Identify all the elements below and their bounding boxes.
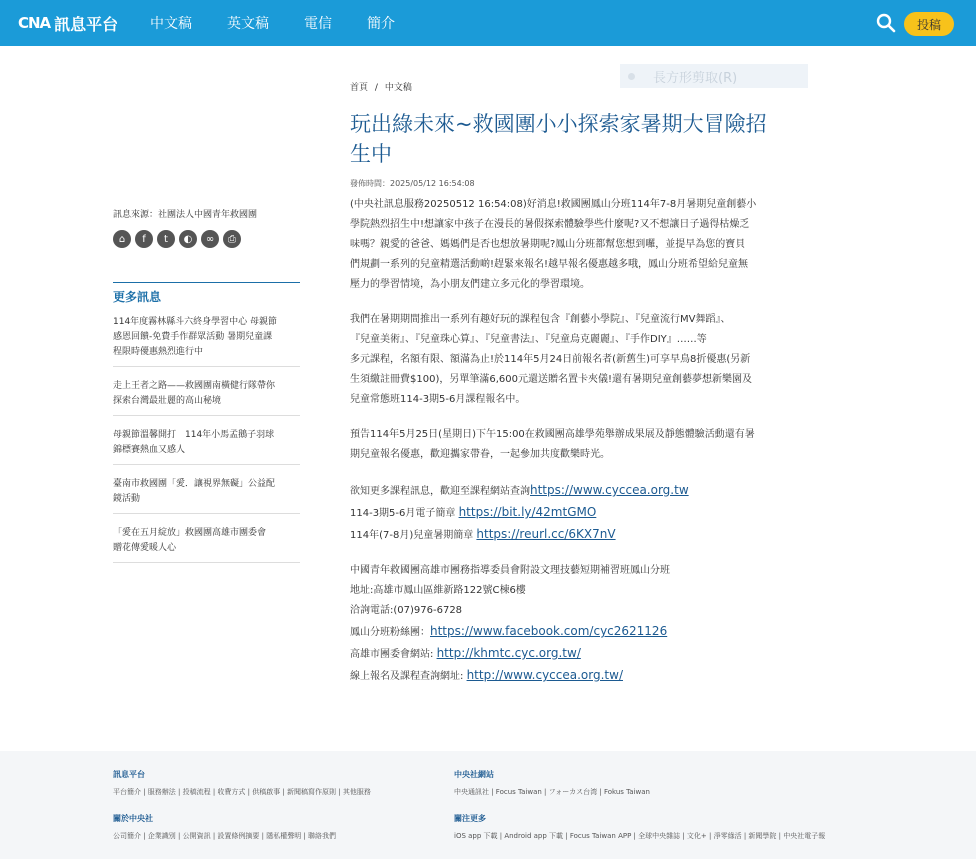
footer-heading: 關注更多	[454, 814, 486, 823]
breadcrumb-home[interactable]: 首頁	[350, 83, 369, 93]
footer-links[interactable]: 平台簡介 | 服務辦法 | 投稿流程 | 收費方式 | 供稿啟事 | 新聞稿寫作原則 | 其他服務	[113, 788, 371, 796]
footer-heading: 中央社網站	[454, 770, 494, 779]
paragraph-line	[350, 480, 812, 502]
paragraph-line: 期兒童報名優惠，歡迎攜家帶眷，一起參加共度歡樂時光。	[350, 449, 610, 460]
article-paragraph-2	[350, 310, 812, 410]
more-news-line: 錦標賽熱血又感人	[113, 445, 186, 455]
more-news-line: 探索台灣最壯麗的高山秘境	[113, 396, 222, 406]
article-title	[350, 109, 812, 169]
main-nav	[150, 0, 430, 46]
link-intro-text: 高雄市團委會網站:	[350, 649, 437, 660]
more-news-item[interactable]	[113, 312, 300, 367]
submit-button[interactable]: 投稿	[904, 12, 954, 36]
paragraph-line: 們規劃一系列的兒童精選活動啲!趕緊來報名!越早報名優惠越多哦，鳳山分班希望給兒童無	[350, 259, 749, 270]
nav-item-english[interactable]: 英文稿	[227, 16, 269, 32]
more-news-line: 鏡活動	[113, 494, 141, 504]
article-paragraph-links	[350, 480, 812, 546]
summer-brochure-link[interactable]: https://reurl.cc/6KX7nV	[476, 527, 616, 541]
more-news-line: 114年度霧林縣斗六終身學習中心 母親節	[113, 317, 278, 327]
more-news-line: 臺南市救國團「愛．讓視界無礙」公益配	[113, 479, 276, 489]
paragraph-line: 生須繳註冊費$100)，另單筆滿6,600元還送贈名置卡夾儀!還有暑期兒童創藝夢想新樂園及	[350, 374, 752, 385]
more-news-line: 「愛在五月綻放」救國團高雄市團委會	[113, 528, 267, 538]
footer	[0, 751, 976, 859]
link-intro-text: 線上報名及課程查詢網址:	[350, 671, 467, 682]
more-news-item[interactable]	[113, 376, 300, 416]
top-navigation-bar	[0, 0, 976, 46]
more-news-line: 感恩回饋-免費手作群眾活動 暑期兒童課	[113, 332, 273, 342]
share-icons	[113, 230, 300, 248]
article-contact	[350, 561, 812, 687]
print-icon[interactable]: ⎙	[223, 230, 241, 248]
paragraph-line: 味嗎？親愛的爸爸、媽媽們是否也想放暑期呢?鳳山分班都幫您想到囉，並提早為您的寶貝	[350, 239, 746, 250]
paragraph-line: 我們在暑期期間推出一系列有趣好玩的課程包含『創藝小學院』、『兒童流行MV舞蹈』、	[350, 314, 731, 325]
more-news-line: 走上王者之路——救國團南橫健行隊帶你	[113, 381, 276, 391]
address: 地址:高雄市鳳山區維新路122號C棟6樓	[350, 585, 526, 596]
more-news-line: 母親節溫馨開打 114年小馬孟鵝子羽球	[113, 430, 275, 440]
paragraph-line: 兒童常態班114-3期5-6月課程報名中。	[350, 394, 526, 405]
facebook-icon[interactable]: f	[135, 230, 153, 248]
home-icon[interactable]: ⌂	[113, 230, 131, 248]
nav-item-telecom[interactable]: 電信	[304, 16, 332, 32]
cna-logo-mark: CNA	[18, 14, 51, 32]
sidebar	[113, 207, 300, 572]
more-news-item[interactable]	[113, 474, 300, 514]
news-source: 訊息來源：社團法人中國青年救國團	[113, 210, 258, 220]
paragraph-line: 學院熱烈招生中!想讓家中孩子在漫長的暑假探索體驗學些什麼呢?又不想讓日子過得枯燥乏	[350, 219, 750, 230]
link-intro-text: 欲知更多課程訊息，歡迎至課程網站查詢	[350, 486, 530, 497]
organization-name: 中國青年救國團高雄市團務指導委員會附設文理技藝短期補習班鳳山分班	[350, 565, 670, 576]
nav-item-about[interactable]: 簡介	[367, 16, 395, 32]
article-title-line: 生中	[350, 142, 392, 166]
more-news-item[interactable]	[113, 425, 300, 465]
snip-overlay-label: 長方形剪取(R)	[653, 70, 738, 86]
site-logo[interactable]	[18, 11, 118, 35]
facebook-page-link[interactable]: https://www.facebook.com/cyc2621126	[430, 624, 668, 638]
more-news-heading: 更多訊息	[113, 282, 300, 305]
article	[350, 80, 812, 702]
breadcrumb	[350, 80, 812, 93]
committee-site-link[interactable]: http://khmtc.cyc.org.tw/	[436, 646, 581, 660]
article-paragraph-1	[350, 195, 812, 295]
paragraph-line: 『兒童美術』、『兒童珠心算』、『兒童書法』、『兒童烏克麗麗』、『手作DIY』……等	[350, 334, 707, 345]
paragraph-line: (中央社訊息服務20250512 16:54:08)好消息!救國團鳳山分班114年7-8月暑期兒童創藝小	[350, 199, 757, 210]
footer-links[interactable]: 中央通訊社 | Focus Taiwan | フォーカス台湾 | Fokus Taiwan	[454, 788, 650, 796]
twitter-icon[interactable]: t	[157, 230, 175, 248]
line-icon[interactable]: ◐	[179, 230, 197, 248]
footer-heading: 訊息平台	[113, 770, 145, 779]
online-registration-link[interactable]: http://www.cyccea.org.tw/	[466, 668, 623, 682]
footer-links[interactable]: 公司簡介 | 企業識別 | 公開資訊 | 設置條例摘要 | 隱私權聲明 | 聯絡我們	[113, 832, 337, 840]
more-news-line: 贈花傳愛暖人心	[113, 543, 177, 553]
publish-time: 發佈時間：2025/05/12 16:54:08	[350, 179, 475, 188]
link-intro-text: 114-3期5-6月電子簡章	[350, 508, 459, 519]
link-intro-text: 114年(7-8月)兒童暑期簡章	[350, 530, 477, 541]
breadcrumb-separator: /	[374, 83, 378, 93]
paragraph-line: 預告114年5月25日(星期日)下午15:00在救國團高雄學苑舉辦成果展及靜態體驗活動還有暑	[350, 429, 755, 440]
logo-text: 訊息平台	[54, 14, 119, 34]
breadcrumb-section[interactable]: 中文稿	[384, 83, 412, 93]
course-site-link[interactable]: https://www.cyccea.org.tw	[530, 483, 689, 497]
phone: 洽詢電話:(07)976-6728	[350, 605, 463, 616]
nav-item-chinese[interactable]: 中文稿	[150, 16, 192, 32]
paragraph-line	[350, 621, 812, 643]
footer-column-cna	[454, 769, 825, 857]
footer-heading: 關於中央社	[113, 814, 153, 823]
link-intro-text: 鳳山分班粉絲團：	[350, 627, 430, 638]
footer-links[interactable]: iOS app 下載 | Android app 下載 | Focus Taiwan APP | 全球中央雜誌 | 文化+ | 淨零綠活 | 新聞學院 | 中央社電子報	[454, 832, 826, 840]
paragraph-line	[350, 643, 812, 665]
search-icon[interactable]	[876, 13, 896, 33]
paragraph-line: 多元課程，名額有限、額滿為止!於114年5月24日前報名者(新舊生)可享早鳥8折優惠(另新	[350, 354, 751, 365]
article-title-line: 玩出綠未來~救國團小小探索家暑期大冒險招	[350, 112, 767, 136]
footer-column-platform	[113, 769, 371, 857]
paragraph-line	[350, 665, 812, 687]
paragraph-line: 壓力的學習情境，為小朋友們建立多元化的學習環境。	[350, 279, 590, 290]
article-paragraph-3	[350, 425, 812, 465]
radio-dot-icon	[628, 73, 635, 80]
paragraph-line	[350, 502, 812, 524]
link-icon[interactable]: ∞	[201, 230, 219, 248]
brochure-link[interactable]: https://bit.ly/42mtGMO	[458, 505, 597, 519]
more-news-item[interactable]	[113, 523, 300, 563]
paragraph-line	[350, 524, 812, 546]
more-news-line: 程限時優惠熱烈進行中	[113, 347, 204, 357]
